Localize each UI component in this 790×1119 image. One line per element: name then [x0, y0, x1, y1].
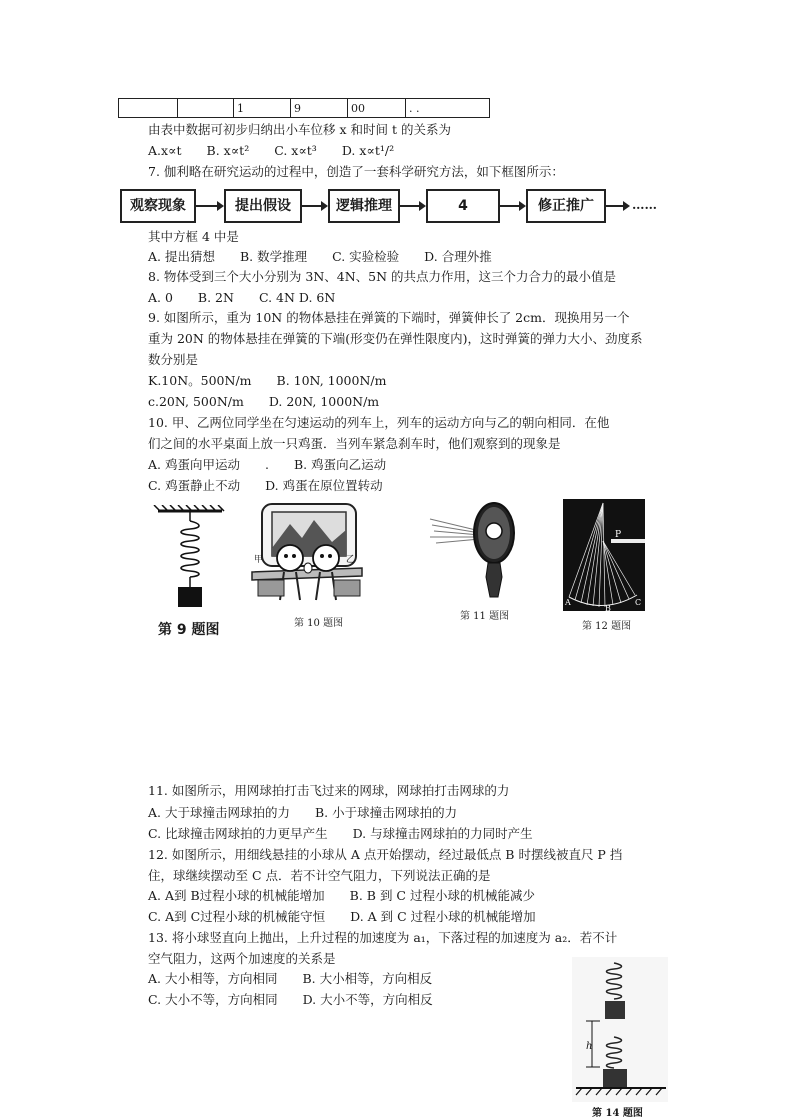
flow-arrow — [196, 205, 222, 207]
q13-option-1: A. 大小相等，方向相同 B. 大小相等，方向相反 — [148, 971, 433, 986]
table-cell: 9 — [291, 99, 348, 117]
label-C: C — [635, 598, 642, 607]
q10-option-2: C. 鸡蛋静止不动 D. 鸡蛋在原位置转动 — [148, 478, 383, 493]
figure-14-caption: 第 14 题图 — [592, 1108, 643, 1119]
q13-option-2: C. 大小不等，方向相同 D. 大小不等，方向相反 — [148, 992, 433, 1007]
figure-10-train-scene — [250, 500, 365, 608]
q10-option-1: A. 鸡蛋向甲运动 . B. 鸡蛋向乙运动 — [148, 457, 387, 472]
q12-option-2: C. A到 C过程小球的机械能守恒 D. A 到 C 过程小球的机械能增加 — [148, 909, 536, 924]
q6-options: A.x∝t B. x∝t² C. x∝t³ D. x∝t¹/² — [148, 143, 395, 158]
flow-box-observe: 观察现象 — [120, 189, 196, 223]
q9-option-1: K.10N。500N/m B. 10N, 1000N/m — [148, 373, 387, 388]
flow-tail: …… — [632, 197, 657, 212]
q9-option-2: c.20N, 500N/m D. 20N, 1000N/m — [148, 394, 380, 409]
flow-box-generalize: 修正推广 — [526, 189, 606, 223]
table-cell — [119, 99, 178, 117]
data-table-row — [118, 98, 490, 118]
q11-text: 11. 如图所示，用网球拍打击飞过来的网球，网球拍打击网球的力 — [148, 783, 510, 798]
q12-line-2: 住，球继续摆动至 C 点．若不计空气阻力，下列说法正确的是 — [148, 868, 491, 883]
figure-14-springs — [572, 957, 668, 1102]
flow-arrow — [302, 205, 326, 207]
q7-options: A. 提出猜想 B. 数学推理 C. 实验检验 D. 合理外推 — [148, 249, 492, 264]
figure-11-tennis-racket — [428, 497, 518, 603]
q9-line-1: 9. 如图所示，重为 10N 的物体悬挂在弹簧的下端时，弹簧伸长了 2cm．现换用另一个 — [148, 310, 630, 325]
label-h: h — [586, 1041, 593, 1052]
q8-text: 8. 物体受到三个大小分别为 3N、4N、5N 的共点力作用，这三个力合力的最小值是 — [148, 269, 617, 284]
q10-line-2: 们之间的水平桌面上放一只鸡蛋．当列车紧急刹车时，他们观察到的现象是 — [148, 436, 561, 451]
label-jia: 甲 — [254, 555, 264, 565]
label-B: B — [605, 604, 611, 611]
q9-line-3: 数分别是 — [148, 352, 199, 367]
flow-box-hypothesis: 提出假设 — [224, 189, 302, 223]
q13-line-2: 空气阻力，这两个加速度的关系是 — [148, 951, 336, 966]
table-cell: 1 — [234, 99, 291, 117]
flow-box-4: 4 — [426, 189, 500, 223]
q9-line-2: 重为 20N 的物体悬挂在弹簧的下端(形变仍在弹性限度内)，这时弹簧的弹力大小、劲度系 — [148, 331, 643, 346]
flow-arrow — [500, 205, 524, 207]
figure-9-spring — [150, 505, 230, 610]
figure-12-pendulum — [563, 499, 645, 611]
figure-10-caption: 第 10 题图 — [294, 618, 344, 629]
q11-option-1: A. 大于球撞击网球拍的力 B. 小于球撞击网球拍的力 — [148, 805, 458, 820]
label-P: P — [615, 530, 622, 540]
q13-line-1: 13. 将小球竖直向上抛出，上升过程的加速度为 a₁，下落过程的加速度为 a₂．若不计 — [148, 930, 618, 945]
q12-line-1: 12. 如图所示，用细线悬挂的小球从 A 点开始摆动，经过最低点 B 时摆线被直尺 P 挡 — [148, 847, 623, 862]
q8-options: A. 0 B. 2N C. 4N D. 6N — [148, 290, 336, 305]
q7-text: 7. 伽利略在研究运动的过程中，创造了一套科学研究方法，如下框图所示： — [148, 164, 564, 179]
table-cell: 00 — [348, 99, 406, 117]
flow-box-reasoning: 逻辑推理 — [328, 189, 400, 223]
q7-sub: 其中方框 4 中是 — [148, 229, 239, 244]
label-A: A — [565, 598, 571, 607]
q12-option-1: A. A到 B过程小球的机械能增加 B. B 到 C 过程小球的机械能减少 — [148, 888, 535, 903]
figure-12-caption: 第 12 题图 — [582, 621, 632, 632]
flow-arrow — [400, 205, 424, 207]
table-cell — [178, 99, 234, 117]
q11-option-2: C. 比球撞击网球拍的力更早产生 D. 与球撞击网球拍的力同时产生 — [148, 826, 533, 841]
table-cell: . . — [409, 102, 420, 115]
q6-text: 由表中数据可初步归纳出小车位移 x 和时间 t 的关系为 — [148, 122, 451, 137]
figure-11-caption: 第 11 题图 — [460, 611, 510, 622]
q10-line-1: 10. 甲、乙两位同学坐在匀速运动的列车上，列车的运动方向与乙的朝向相同．在他 — [148, 415, 610, 430]
figure-9-caption: 第 9 题图 — [158, 622, 220, 638]
label-yi: 乙 — [346, 555, 356, 565]
flow-arrow — [606, 205, 628, 207]
